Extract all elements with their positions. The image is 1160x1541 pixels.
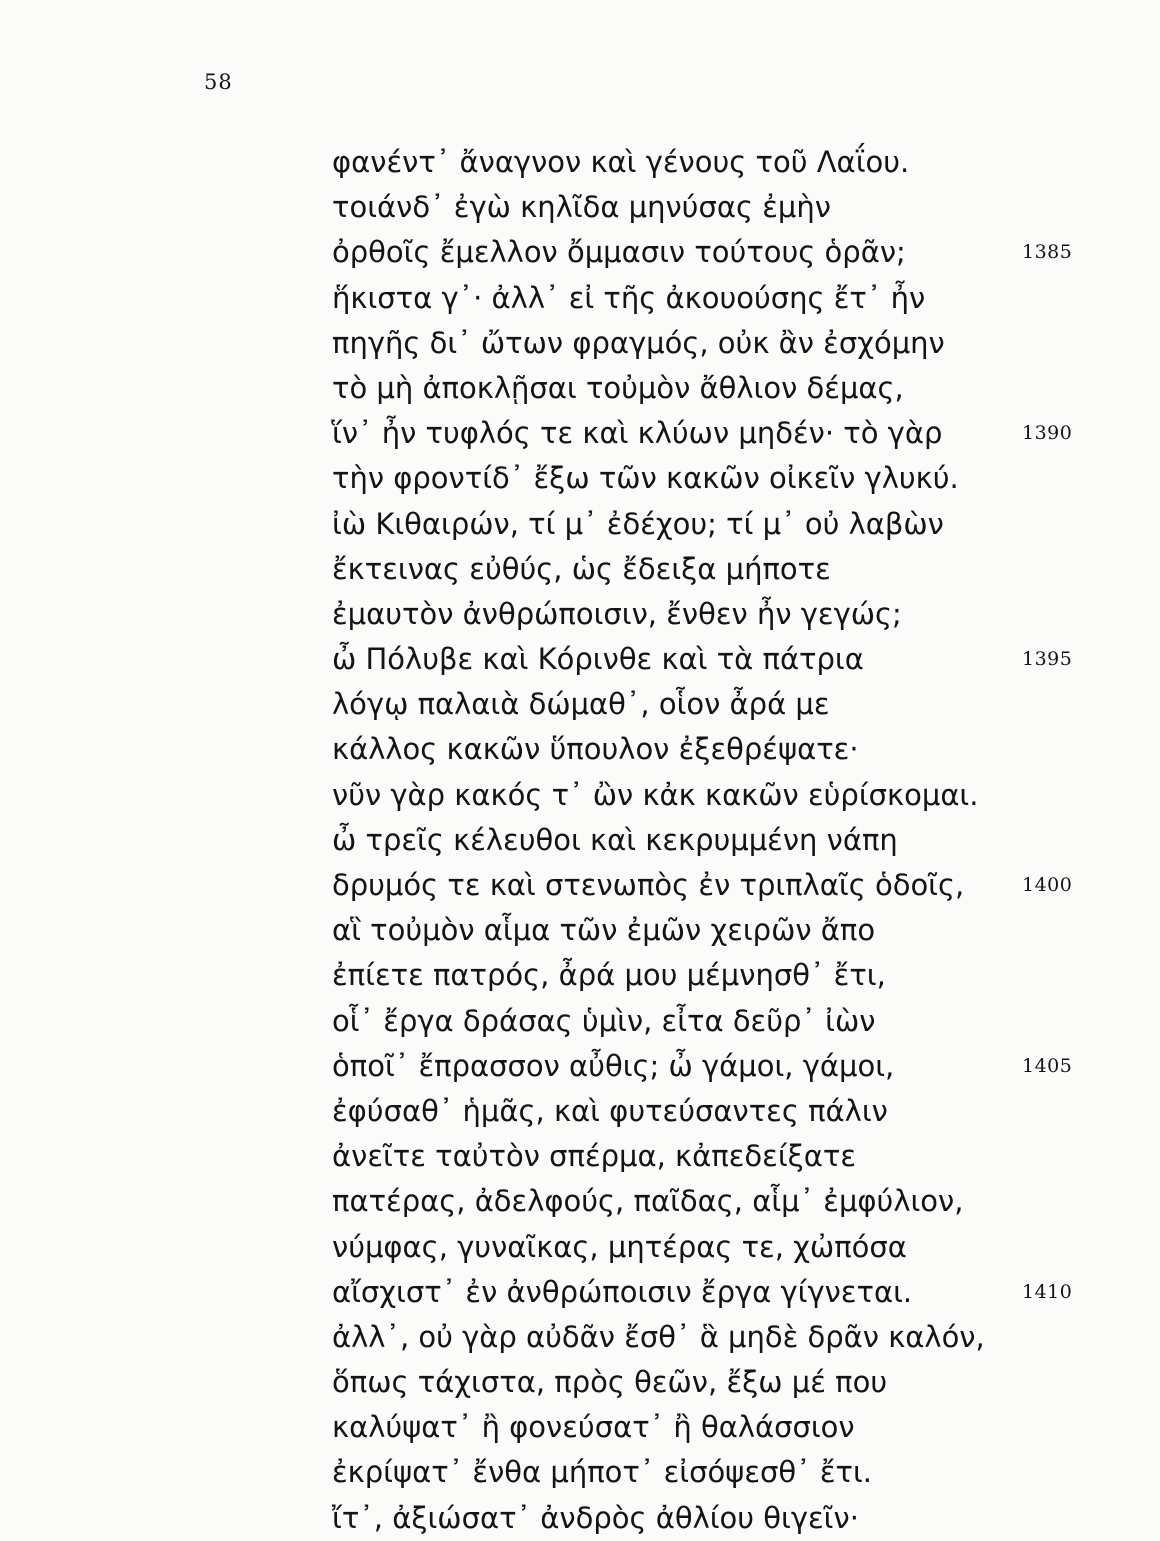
- line-number: 1390: [1022, 422, 1073, 445]
- verse-line: ἐπίετε πατρός, ἆρά μου μέμνησθ᾽ ἔτι,: [332, 958, 886, 993]
- verse-line: αἳ τοὐμὸν αἷμα τῶν ἐμῶν χειρῶν ἄπο: [332, 913, 876, 948]
- verse-block: [332, 140, 985, 1541]
- verse-line: ἥκιστα γ᾽· ἀλλ᾽ εἰ τῆς ἀκουούσης ἔτ᾽ ἦν: [332, 280, 926, 315]
- verse-line: λόγῳ παλαιὰ δώμαθ᾽, οἷον ἆρά με: [332, 687, 830, 722]
- verse-line: ἐκρίψατ᾽ ἔνθα μήποτ᾽ εἰσόψεσθ᾽ ἔτι.: [332, 1455, 872, 1490]
- verse-line: νῦν γὰρ κακός τ᾽ ὢν κἀκ κακῶν εὑρίσκομαι.: [332, 777, 979, 812]
- verse-line: καλύψατ᾽ ἢ φονεύσατ᾽ ἢ θαλάσσιον: [332, 1410, 855, 1445]
- verse-line: τοιάνδ᾽ ἐγὼ κηλῖδα μηνύσας ἐμὴν: [332, 190, 831, 225]
- verse-line: ὁποῖ᾽ ἔπρασσον αὖθις; ὦ γάμοι, γάμοι,: [332, 1048, 895, 1083]
- verse-line: ὀρθοῖς ἔμελλον ὄμμασιν τούτους ὁρᾶν;: [332, 235, 906, 270]
- verse-line: πατέρας, ἀδελφούς, παῖδας, αἷμ᾽ ἐμφύλιον,: [332, 1184, 964, 1219]
- verse-line: δρυμός τε καὶ στενωπὸς ἐν τριπλαῖς ὁδοῖς,: [332, 868, 965, 902]
- verse-line: ἐφύσαθ᾽ ἡμᾶς, καὶ φυτεύσαντες πάλιν: [332, 1093, 888, 1128]
- verse-line: κάλλος κακῶν ὕπουλον ἐξεθρέψατε·: [332, 732, 859, 767]
- page-number: 58: [204, 70, 233, 94]
- verse-line: οἷ᾽ ἔργα δράσας ὑμὶν, εἶτα δεῦρ᾽ ἰὼν: [332, 1003, 876, 1038]
- verse-line: ἰὼ Κιθαιρών, τί μ᾽ ἐδέχου; τί μ᾽ οὐ λαβὼν: [332, 506, 944, 541]
- verse-line: πηγῆς δι᾽ ὤτων φραγμός, οὐκ ἂν ἐσχόμην: [332, 325, 945, 360]
- line-number: 1410: [1022, 1281, 1073, 1303]
- line-number: 1395: [1022, 648, 1073, 671]
- line-number: 1385: [1022, 241, 1073, 264]
- verse-line: ἐμαυτὸν ἀνθρώποισιν, ἔνθεν ἦν γεγώς;: [332, 596, 902, 631]
- verse-line: ὦ Πόλυβε καὶ Κόρινθε καὶ τὰ πάτρια: [332, 642, 864, 677]
- verse-line: ἔκτεινας εὐθύς, ὡς ἔδειξα μήποτε: [332, 551, 831, 586]
- verse-line: ὦ τρεῖς κέλευθοι καὶ κεκρυμμένη νάπη: [332, 822, 898, 857]
- verse-line: ἴτ᾽, ἀξιώσατ᾽ ἀνδρὸς ἀθλίου θιγεῖν·: [332, 1500, 859, 1535]
- line-number: 1405: [1022, 1055, 1073, 1077]
- verse-line: φανέντ᾽ ἄναγνον καὶ γένους τοῦ Λαΐου.: [332, 145, 910, 179]
- verse-line: αἴσχιστ᾽ ἐν ἀνθρώποισιν ἔργα γίγνεται.: [332, 1274, 913, 1309]
- verse-line: νύμφας, γυναῖκας, μητέρας τε, χὠπόσα: [332, 1229, 907, 1264]
- verse-line: ἀλλ᾽, οὐ γὰρ αὐδᾶν ἔσθ᾽ ἃ μηδὲ δρᾶν καλόν,: [332, 1319, 985, 1354]
- verse-line: τὴν φροντίδ᾽ ἔξω τῶν κακῶν οἰκεῖν γλυκύ.: [332, 461, 959, 496]
- verse-line: ἀνεῖτε ταὐτὸν σπέρμα, κἀπεδείξατε: [332, 1139, 857, 1174]
- verse-line: τὸ μὴ ἀποκλῇσαι τοὐμὸν ἄθλιον δέμας,: [332, 370, 904, 405]
- line-number: 1400: [1022, 874, 1073, 897]
- verse-line: ἵν᾽ ἦν τυφλός τε καὶ κλύων μηδέν· τὸ γὰρ: [332, 416, 943, 451]
- verse-line: ὅπως τάχιστα, πρὸς θεῶν, ἔξω μέ που: [332, 1365, 888, 1400]
